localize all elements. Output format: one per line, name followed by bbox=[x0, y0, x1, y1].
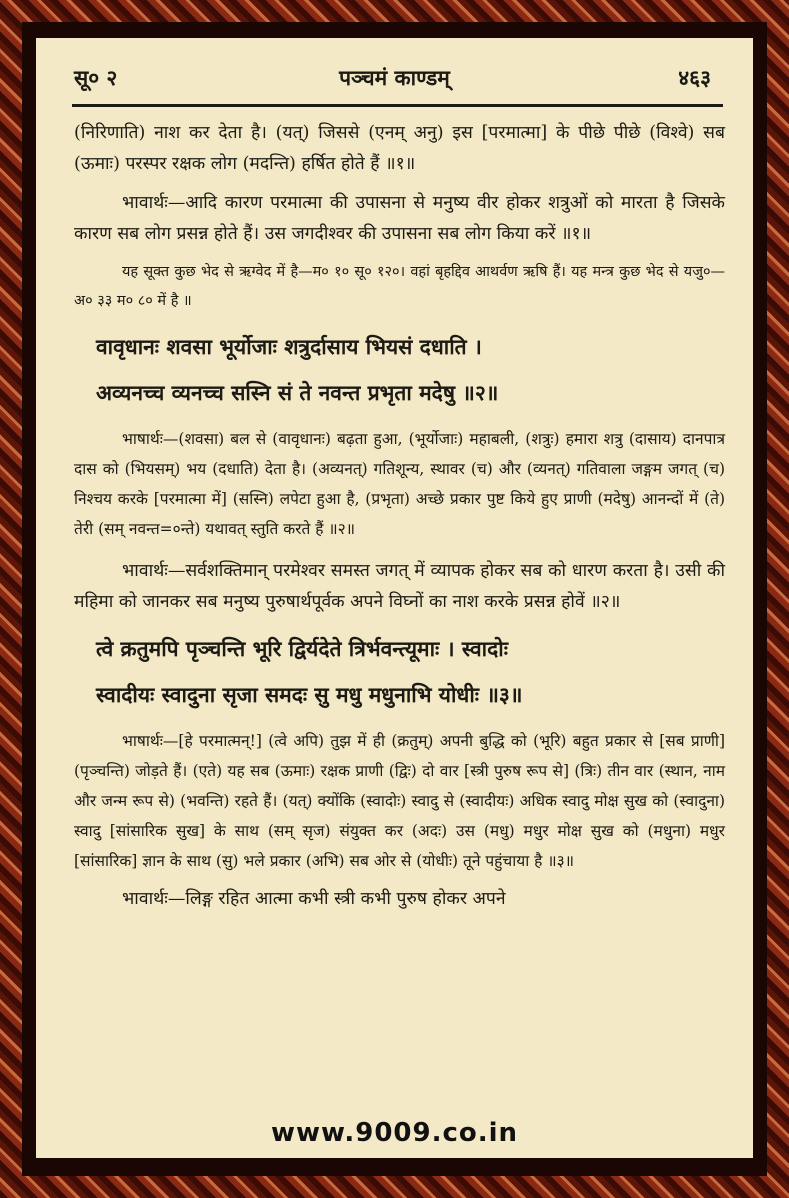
page-header bbox=[66, 60, 723, 94]
header-rule bbox=[72, 104, 723, 107]
paragraph-bhashartha-2: भाषार्थः—(शवसा) बल से (वावृधानः) बढ़ता हुआ, (भूर्योजाः) महाबली, (शत्रुः) हमारा शत्रु (दासाय) दानपात्र दास को (भियसम्) भय (दधाति) देता है। (अव्यनत्) गतिशून्य, स्थावर (च) और (व्यनत्) गतिवाला जङ्गम जगत् (च) निश्चय करके [परमात्मा में] (सस्नि) लपेटा हुआ है, (प्रभृता) अच्छे प्रकार पुष्ट किये हुए प्राणी (मदेषु) आनन्दों में (ते) तेरी (सम् नवन्त=०न्ते) यथावत् स्तुति करते हैं ॥२॥ bbox=[74, 430, 725, 538]
page-number: ४६३ bbox=[678, 65, 711, 90]
mantra-3-line-2: स्वादीयः स्वादुना सृजा समदः सु मधु मधुनाभि योधीः ॥३॥ bbox=[96, 682, 523, 707]
sukta-number: सू० २ bbox=[74, 65, 118, 90]
paragraph-bhavartha-1: भावार्थः—आदि कारण परमात्मा की उपासना से मनुष्य वीर होकर शत्रुओं को मारता है जिसके कारण सब लोग प्रसन्न होते हैं। उस जगदीश्वर की उपासना सब लोग किया करें ॥१॥ bbox=[74, 193, 725, 244]
paragraph-bhavartha-3: भावार्थः—लिङ्ग रहित आत्मा कभी स्त्री कभी पुरुष होकर अपने bbox=[122, 889, 506, 909]
mantra-3-line-1: त्वे क्रतुमपि पृञ्चन्ति भूरि द्विर्यदेते त्रिर्भवन्त्यूमाः । स्वादोः bbox=[96, 636, 508, 661]
book-page bbox=[36, 38, 753, 1158]
mantra-2-line-1: वावृधानः शवसा भूर्योजाः शत्रुर्दासाय भियसं दधाति । bbox=[96, 334, 482, 359]
paragraph-bhashartha-3: भाषार्थः—[हे परमात्मन्!] (त्वे अपि) तुझ में ही (क्रतुम्) अपनी बुद्धि को (भूरि) बहुत प्रकार से [सब प्राणी] (पृञ्चन्ति) जोड़ते हैं। (एते) यह सब (ऊमाः) रक्षक प्राणी (द्विः) दो वार [स्त्री पुरुष रूप से] (त्रिः) तीन वार (स्थान, नाम और जन्म रूप से) (भवन्ति) रहते हैं। (यत्) क्योंकि (स्वादोः) स्वादु से (स्वादीयः) अधिक स्वादु मोक्ष सुख को (स्वादुना) स्वादु [सांसारिक सुख] के साथ (सम् सृज) संयुक्त कर (अदः) उस (मधु) मधुर मोक्ष सुख को (मधुना) मधुर [सांसारिक] ज्ञान के साथ (सु) भले प्रकार (अभि) सब ओर से (योधीः) तूने पहुंचाया है ॥३॥ bbox=[74, 732, 725, 870]
mantra-2-line-2: अव्यनच्च व्यनच्च सस्नि सं ते नवन्त प्रभृता मदेषु ॥२॥ bbox=[96, 380, 499, 405]
kanda-title: पञ्चमं काण्डम् bbox=[339, 65, 450, 90]
paragraph-bhavartha-2: भावार्थः—सर्वशक्तिमान् परमेश्वर समस्त जगत् में व्यापक होकर सब को धारण करता है। उसी की महिमा को जानकर सब मनुष्य पुरुषार्थपूर्वक अपने विघ्नों का नाश करके प्रसन्न होवें ॥२॥ bbox=[74, 561, 725, 612]
paragraph-meaning-1-end: (निरिणाति) नाश कर देता है। (यत्) जिससे (एनम् अनु) इस [परमात्मा] के पीछे पीछे (विश्वे) सब (ऊमाः) परस्पर रक्षक लोग (मदन्ति) हर्षित होते हैं ॥१॥ bbox=[74, 123, 725, 174]
website-watermark: www.9009.co.in bbox=[270, 1118, 519, 1148]
paragraph-note: यह सूक्त कुछ भेद से ऋग्वेद में है—म० १० सू० १२०। वहां बृहद्दिव आथर्वण ऋषि हैं। यह मन्त्र कुछ भेद से यजु०—अ० ३३ म० ८० में है ॥ bbox=[74, 264, 725, 309]
page-body bbox=[74, 118, 725, 915]
